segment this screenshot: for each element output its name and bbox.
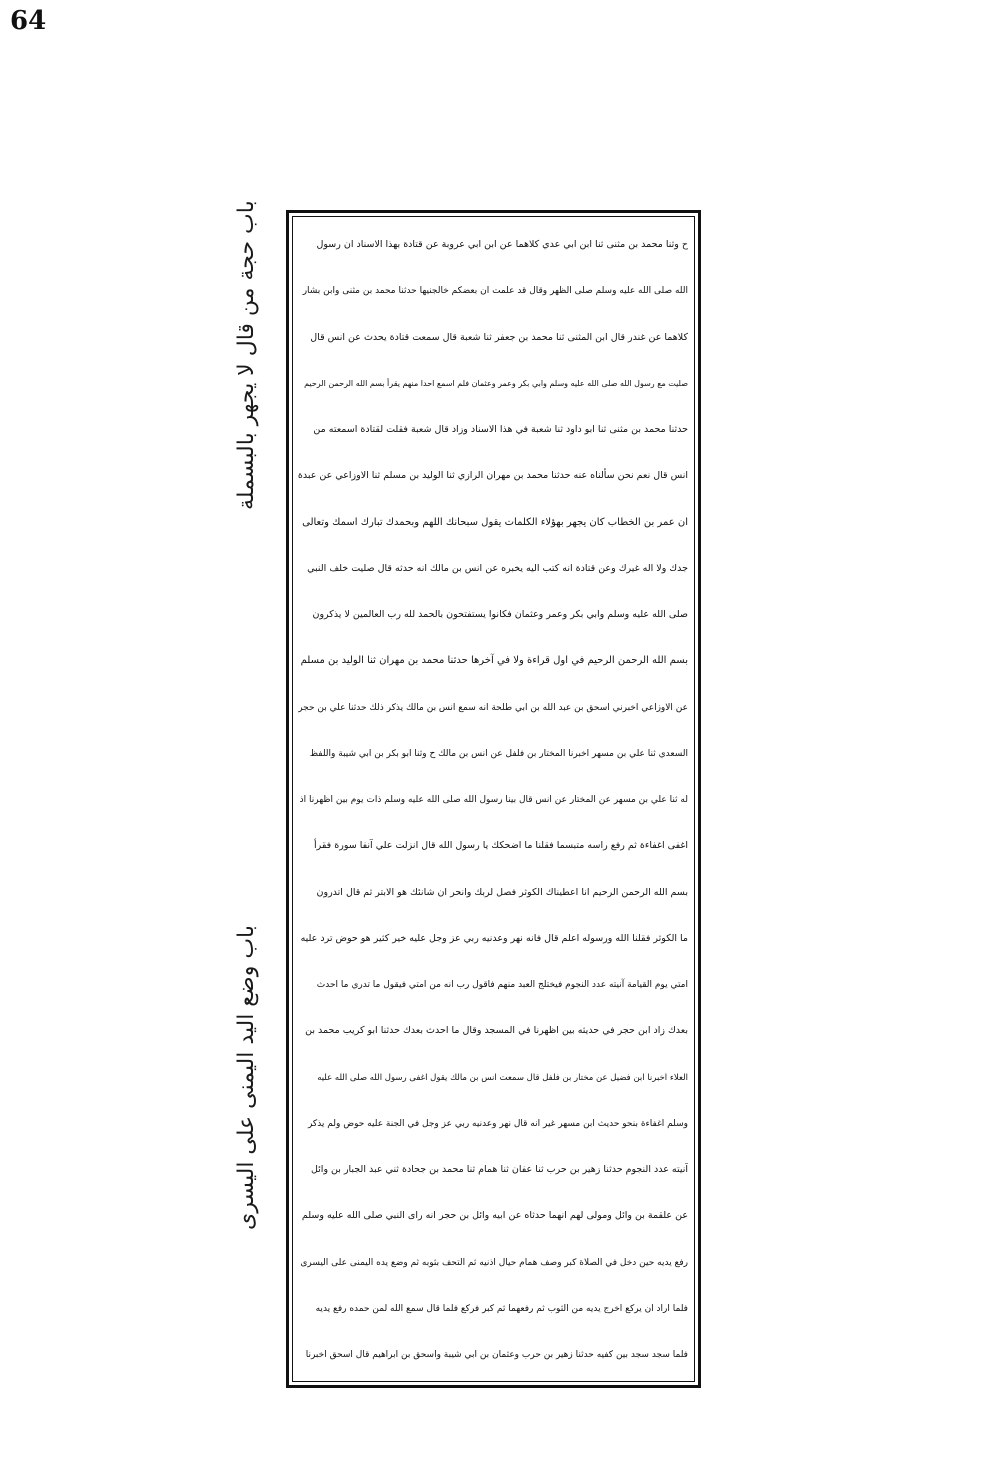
manuscript-line: الله صلى الله عليه وسلم صلى الظهر وقال قد علمت ان بعضكم خالجنيها حدثنا محمد بن مثنى وابن بشار	[302, 286, 688, 297]
manuscript-line: آنيته عدد النجوم حدثنا زهير بن حرب ثنا عفان ثنا همام ثنا محمد بن جحادة ثني عبد الجبار بن وائل	[310, 1164, 688, 1175]
manuscript-line: صليت مع رسول الله صلى الله عليه وسلم وابي بكر وعمر وعثمان فلم اسمع احدا منهم يقرأ بسم الله الرحمن الرحيم	[304, 378, 688, 388]
manuscript-line: فلما اراد ان يركع اخرج يديه من الثوب ثم رفعهما ثم كبر فركع فلما قال سمع الله لمن حمده رفع يديه	[315, 1303, 688, 1314]
manuscript-line: حدثنا محمد بن مثنى ثنا ابو داود ثنا شعبة في هذا الاسناد وزاد قال شعبة فقلت لقتادة اسمعته من	[313, 424, 688, 435]
manuscript-line: عن الاوزاعي اخبرني اسحق بن عبد الله بن ابي طلحة انه سمع انس بن مالك يذكر ذلك حدثنا علي بن حجر	[298, 702, 688, 713]
manuscript-line: امتي يوم القيامة آنيته عدد النجوم فيختلج العبد منهم فاقول رب انه من امتي فيقول ما تدري ما احدث	[316, 980, 688, 990]
manuscript-line: بعدك زاد ابن حجر في حديثه بين اظهرنا في المسجد وقال ما احدث بعدك حدثنا ابو كريب محمد بن	[305, 1025, 688, 1037]
manuscript-line: ما الكوثر فقلنا الله ورسوله اعلم قال فانه نهر وعدنيه ربي عز وجل عليه خير كثير هو حوض ترد عليه	[300, 932, 688, 944]
manuscript-line: جدك ولا اله غيرك وعن قتادة انه كتب اليه يخبره عن انس بن مالك انه حدثه قال صليت خلف النبي	[307, 562, 688, 574]
manuscript-line: فلما سجد سجد بين كفيه حدثنا زهير بن حرب وعثمان بن ابي شيبة واسحق بن ابراهيم قال اسحق اخبرنا	[305, 1350, 688, 1360]
manuscript-line: ان عمر بن الخطاب كان يجهر بهؤلاء الكلمات يقول سبحانك اللهم وبحمدك تبارك اسمك وتعالى	[302, 516, 688, 528]
margin-chapter-heading-bottom: باب وضع اليد اليمنى على اليسرى	[234, 925, 259, 1230]
manuscript-line: صلى الله عليه وسلم وابي بكر وعمر وعثمان فكانوا يستفتحون بالحمد لله رب العالمين لا يذكرون	[312, 609, 688, 620]
manuscript-line: ح وثنا محمد بن مثنى ثنا ابن ابي عدي كلاهما عن ابن ابي عروبة عن قتادة بهذا الاسناد ان رسول	[316, 239, 688, 250]
manuscript-line: له ثنا علي بن مسهر عن المختار عن انس قال بينا رسول الله صلى الله عليه وسلم ذات يوم بين اظهرنا اذ	[299, 795, 688, 805]
manuscript-line: وسلم اغفاءة بنحو حديث ابن مسهر غير انه قال نهر وعدنيه ربي عز وجل في الجنة عليه حوض ولم يذكر	[307, 1118, 688, 1129]
manuscript-line: بسم الله الرحمن الرحيم انا اعطيناك الكوثر فصل لربك وانحر ان شانئك هو الابتر ثم قال اتدرون	[316, 886, 688, 898]
manuscript-line: كلاهما عن غندر قال ابن المثنى ثنا محمد بن جعفر ثنا شعبة قال سمعت قتادة يحدث عن انس قال	[310, 331, 688, 343]
page-number: 64	[10, 6, 47, 36]
manuscript-text-block	[298, 230, 688, 1370]
manuscript-line: العلاء اخبرنا ابن فضيل عن مختار بن فلفل قال سمعت انس بن مالك يقول اغفى رسول الله صلى الله عليه	[317, 1072, 688, 1083]
manuscript-line: بسم الله الرحمن الرحيم في اول قراءة ولا في آخرها حدثنا محمد بن مهران ثنا الوليد بن مسلم	[300, 655, 688, 667]
manuscript-line: السعدي ثنا علي بن مسهر اخبرنا المختار بن فلفل عن انس بن مالك ح وثنا ابو بكر بن ابي شيبة واللفظ	[309, 748, 688, 759]
manuscript-line: عن علقمة بن وائل ومولى لهم انهما حدثاه عن ابيه وائل بن حجر انه راى النبي صلى الله عليه وسلم	[301, 1210, 688, 1222]
manuscript-line: رفع يديه حين دخل في الصلاة كبر وصف همام حيال اذنيه ثم التحف بثوبه ثم وضع يده اليمنى على اليسرى	[300, 1257, 688, 1268]
manuscript-line: اغفى اغفاءة ثم رفع راسه متبسما فقلنا ما اضحكك يا رسول الله قال انزلت علي آنفا سورة فقرأ	[314, 840, 688, 852]
manuscript-line: انس قال نعم نحن سألناه عنه حدثنا محمد بن مهران الرازي ثنا الوليد بن مسلم ثنا الاوزاعي عن عبدة	[298, 470, 688, 482]
margin-chapter-heading-top: باب حجة من قال لا يجهر بالبسملة	[234, 200, 259, 510]
